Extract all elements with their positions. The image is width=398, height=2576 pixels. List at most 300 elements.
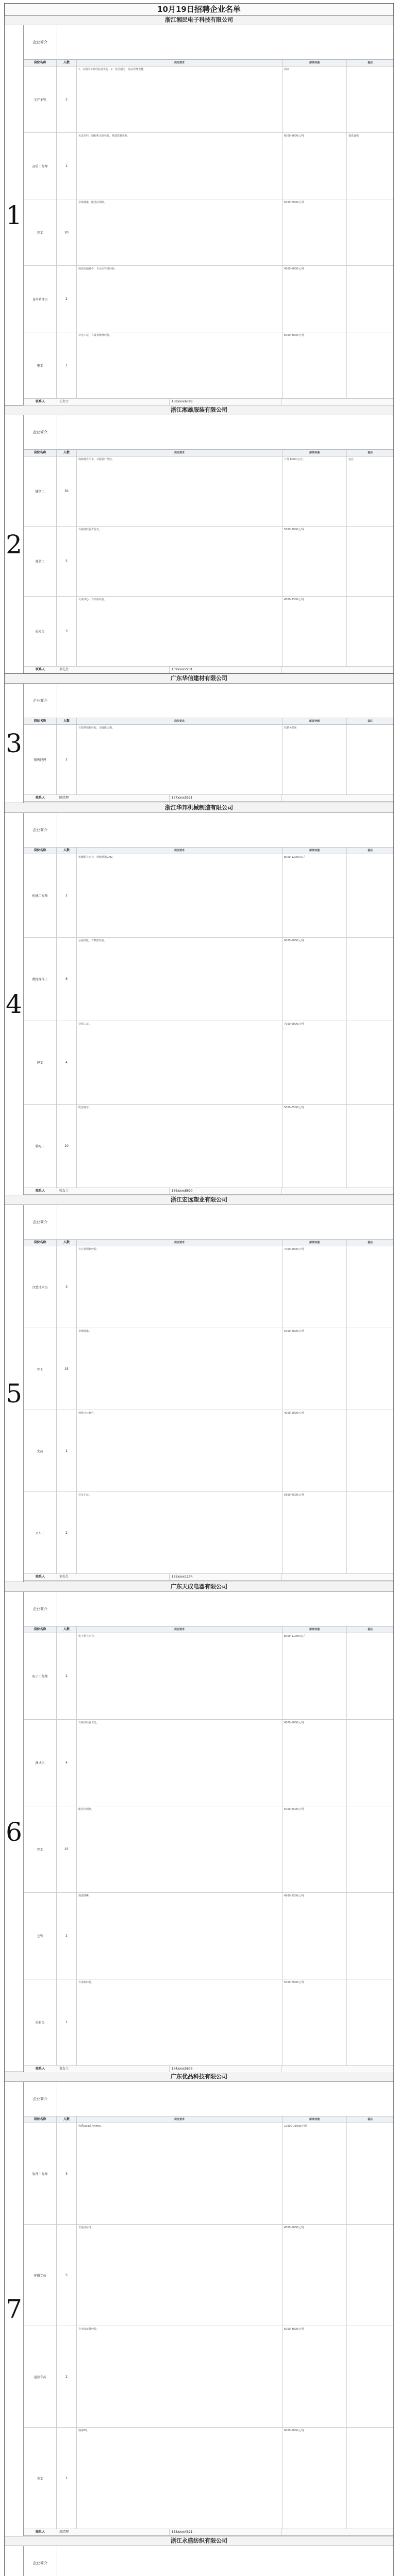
- note: [347, 938, 393, 1021]
- note: [347, 854, 393, 937]
- intro-text: [57, 2546, 393, 2576]
- requirements: 熟悉电脑操作，有仓库管理经验。: [77, 266, 283, 332]
- headcount: 5: [57, 527, 77, 596]
- salary: 6000-8000元/月: [283, 938, 347, 1021]
- job-table: [24, 854, 393, 1188]
- headcount: 1: [57, 133, 77, 199]
- header-position: 岗位名称: [24, 718, 57, 724]
- table-row: [24, 332, 393, 399]
- contact-person: 李先生: [57, 667, 170, 673]
- table-row: [24, 266, 393, 332]
- requirements: 熟悉Java或Python。: [77, 2123, 283, 2224]
- note: [347, 2225, 393, 2326]
- page: [4, 3, 394, 2576]
- header-count: 人数: [57, 2116, 77, 2123]
- header-requirements: 岗位要求: [77, 60, 283, 66]
- company-number: [5, 2546, 24, 2576]
- table-row: [24, 1893, 393, 1979]
- headcount: 2: [57, 1893, 77, 1979]
- intro-text: [57, 1205, 393, 1239]
- note: [347, 1720, 393, 1806]
- header-position: 岗位名称: [24, 1240, 57, 1246]
- table-header: [24, 1240, 393, 1246]
- company-body: [5, 2082, 393, 2536]
- table-header: [24, 450, 393, 456]
- requirements: 会看图纸，有数控经验。: [77, 938, 283, 1021]
- salary: 4500-5500元/月: [283, 597, 347, 666]
- position-name: 焊工: [24, 1021, 57, 1104]
- company-index: 1: [6, 200, 22, 230]
- header-count: 人数: [57, 848, 77, 854]
- contact-email[interactable]: [281, 399, 393, 405]
- salary: 6000-8000元/月: [283, 2326, 347, 2427]
- table-row: [24, 725, 393, 795]
- table-row: [24, 1492, 393, 1574]
- requirements: 电子相关专业。: [77, 1633, 283, 1719]
- table-row: [24, 199, 393, 266]
- position-name: 注塑技术员: [24, 1246, 57, 1328]
- note: [347, 1021, 393, 1104]
- salary: 5000-6500元/月: [283, 1806, 347, 1892]
- headcount: 2: [57, 1492, 77, 1573]
- note: [347, 597, 393, 666]
- company-intro: [24, 1205, 393, 1240]
- headcount: 30: [57, 456, 77, 526]
- header-requirements: 岗位要求: [77, 848, 283, 854]
- company-index: 7: [6, 2294, 22, 2324]
- company-number: [5, 684, 24, 803]
- note: [347, 2428, 393, 2529]
- header-note: 备注: [367, 849, 373, 852]
- header-salary: 薪资待遇: [283, 1626, 347, 1633]
- table-row: [24, 1720, 393, 1806]
- document-title: 10月19日招聘企业名单: [4, 3, 394, 15]
- note: [347, 1893, 393, 1979]
- header-position: 岗位名称: [24, 2116, 57, 2123]
- company-section: [4, 1582, 394, 2072]
- header-count: 人数: [57, 450, 77, 456]
- position-name: 缝纫工: [24, 456, 57, 526]
- header-requirements: 岗位要求: [77, 1240, 283, 1246]
- company-number: [5, 1592, 24, 2072]
- company-body: [5, 1592, 393, 2072]
- contact-email[interactable]: [281, 1188, 393, 1194]
- note: [347, 1633, 393, 1719]
- table-row: [24, 1806, 393, 1893]
- contact-phone: 135xxxx1234: [170, 1574, 282, 1580]
- contact-person: 周经理: [57, 2529, 170, 2535]
- job-table: [24, 1246, 393, 1574]
- table-row: [24, 1410, 393, 1492]
- contact-row: [24, 2529, 393, 2536]
- table-row: [24, 2326, 393, 2428]
- note: [347, 1806, 393, 1892]
- company-index: 6: [6, 1817, 22, 1847]
- header-requirements: 岗位要求: [77, 718, 283, 724]
- position-name: 生产主管: [24, 66, 57, 132]
- table-row: [24, 1246, 393, 1328]
- header-salary: 薪资待遇: [283, 848, 347, 854]
- header-salary: 薪资待遇: [283, 2116, 347, 2123]
- position-name: 美工: [24, 2428, 57, 2529]
- contact-email[interactable]: [281, 2529, 393, 2535]
- requirements: 负责来料、制程和出货检验，熟悉质量体系。: [77, 133, 283, 199]
- contact-phone: 136xxxx8890: [170, 1188, 282, 1194]
- company-number: [5, 415, 24, 673]
- intro-label: 企业简介: [24, 415, 57, 449]
- intro-label: 企业简介: [24, 2082, 57, 2116]
- intro-label: 企业简介: [24, 1205, 57, 1239]
- company-index: 3: [6, 728, 22, 758]
- requirements: 持电工证，有设备维修经验。: [77, 332, 283, 398]
- contact-row: [24, 795, 393, 802]
- headcount: 2: [57, 266, 77, 332]
- headcount: 2: [57, 725, 77, 794]
- intro-label: 企业简介: [24, 25, 57, 59]
- header-position: 岗位名称: [24, 450, 57, 456]
- headcount: 1: [57, 332, 77, 398]
- headcount: 1: [57, 1979, 77, 2065]
- requirements: 身体健康。: [77, 1328, 283, 1410]
- requirements: 1、有相关工作经验者优先；2、吃苦耐劳，服从管理安排。: [77, 66, 283, 132]
- company-section: [4, 15, 394, 405]
- salary: 5000-6000元/月: [283, 1328, 347, 1410]
- headcount: 4: [57, 1720, 77, 1806]
- table-header: [24, 1626, 393, 1633]
- salary: 4500-6000元/月: [283, 266, 347, 332]
- position-name: 电子工程师: [24, 1633, 57, 1719]
- table-header: [24, 718, 393, 725]
- note: [347, 1410, 393, 1492]
- position-name: 软件工程师: [24, 2123, 57, 2224]
- company-list: [4, 15, 394, 2576]
- company-index: 4: [6, 989, 22, 1019]
- company-content: [24, 2082, 393, 2536]
- job-table: [24, 725, 393, 795]
- note: [347, 1105, 393, 1188]
- header-note: 备注: [367, 1628, 373, 1631]
- table-row: [24, 938, 393, 1021]
- company-intro: [24, 2546, 393, 2576]
- company-intro: [24, 2082, 393, 2116]
- intro-text: [57, 415, 393, 449]
- salary: 5500-7000元/月: [283, 527, 347, 596]
- position-name: 仓管: [24, 1893, 57, 1979]
- header-count: 人数: [57, 718, 77, 724]
- requirements: 有注塑调机经验。: [77, 1246, 283, 1328]
- position-name: 文员: [24, 1410, 57, 1492]
- position-name: 客服专员: [24, 2225, 57, 2326]
- contact-person: 王女士: [57, 399, 170, 405]
- note: [347, 332, 393, 398]
- salary: 7000-9000元/月: [283, 1246, 347, 1328]
- company-intro: [24, 1592, 393, 1626]
- contact-label: 联系人: [24, 667, 57, 673]
- contact-person: 刘先生: [57, 1574, 170, 1580]
- contact-label: 联系人: [24, 1188, 57, 1194]
- header-count: 人数: [57, 1626, 77, 1633]
- company-number: [5, 813, 24, 1195]
- position-name: 质检员: [24, 597, 57, 666]
- table-row: [24, 456, 393, 527]
- note: [347, 266, 393, 332]
- contact-email[interactable]: [281, 667, 393, 673]
- position-name: 销售经理: [24, 725, 57, 794]
- note: [347, 2123, 393, 2224]
- company-section: [4, 2536, 394, 2576]
- table-row: [24, 1021, 393, 1105]
- requirements: 持叉车证。: [77, 1492, 283, 1573]
- contact-person: 陈经理: [57, 795, 170, 801]
- intro-text: [57, 684, 393, 718]
- note: 提供食宿: [349, 134, 359, 138]
- salary: 计件 6000元以上: [283, 456, 347, 526]
- note: [347, 1246, 393, 1328]
- company-name: 浙江华邦机械制造有限公司: [5, 803, 393, 813]
- company-section: [4, 803, 394, 1195]
- position-name: 采购员: [24, 1979, 57, 2065]
- table-row: [24, 2123, 393, 2225]
- position-name: 测试员: [24, 1720, 57, 1806]
- table-header: [24, 2116, 393, 2123]
- requirements: 有测试经验优先。: [77, 1720, 283, 1806]
- table-header: [24, 60, 393, 66]
- requirements: 有电商运营经验。: [77, 2326, 283, 2427]
- position-name: 电工: [24, 332, 57, 398]
- position-name: 普工: [24, 1806, 57, 1892]
- job-table: [24, 66, 393, 399]
- position-name: 仓库管理员: [24, 266, 57, 332]
- header-count: 人数: [57, 60, 77, 66]
- salary: 10000-15000元/月: [283, 2123, 347, 2224]
- headcount: 2: [57, 1633, 77, 1719]
- job-table: [24, 2123, 393, 2529]
- intro-text: [57, 25, 393, 59]
- salary: 5000-7000元/月: [283, 1979, 347, 2065]
- company-body: [5, 1205, 393, 1582]
- note: [347, 2326, 393, 2427]
- table-row: [24, 66, 393, 133]
- table-row: [24, 597, 393, 667]
- intro-text: [57, 813, 393, 847]
- salary: 7000-9000元/月: [283, 1021, 347, 1104]
- contact-person: 张女士: [57, 1188, 170, 1194]
- company-number: [5, 2082, 24, 2536]
- company-section: [4, 674, 394, 803]
- position-name: 数控操作工: [24, 938, 57, 1021]
- headcount: 5: [57, 2225, 77, 2326]
- intro-label: 企业简介: [24, 1592, 57, 1626]
- table-row: [24, 1979, 393, 2066]
- contact-phone: 138xxxx6788: [170, 399, 282, 405]
- contact-row: [24, 667, 393, 673]
- header-note: 备注: [367, 451, 373, 454]
- note: [347, 66, 393, 132]
- company-section: [4, 1195, 394, 1582]
- header-note: 备注: [367, 61, 373, 64]
- salary: 4000-5000元/月: [283, 1410, 347, 1492]
- salary: 底薪+提成: [283, 725, 347, 794]
- requirements: 身体健康，能适应倒班。: [77, 199, 283, 265]
- company-name: 广东优品科技有限公司: [5, 2072, 393, 2082]
- company-index: 2: [6, 529, 22, 560]
- contact-email[interactable]: [281, 1574, 393, 1580]
- contact-label: 联系人: [24, 2066, 57, 2072]
- company-content: [24, 415, 393, 673]
- contact-row: [24, 1574, 393, 1581]
- contact-person: 黄女士: [57, 2066, 170, 2072]
- company-body: [5, 2546, 393, 2576]
- company-body: [5, 415, 393, 673]
- header-requirements: 岗位要求: [77, 2116, 283, 2123]
- intro-text: [57, 2082, 393, 2116]
- headcount: 2: [57, 2326, 77, 2427]
- headcount: 3: [57, 597, 77, 666]
- company-content: [24, 25, 393, 405]
- company-intro: [24, 25, 393, 60]
- headcount: 10: [57, 1105, 77, 1188]
- position-name: 叉车工: [24, 1492, 57, 1573]
- salary: 6000-9000元/月: [283, 133, 347, 199]
- company-content: [24, 2546, 393, 2576]
- salary: 5000-6500元/月: [283, 1105, 347, 1188]
- contact-row: [24, 1188, 393, 1195]
- headcount: 1: [57, 1410, 77, 1492]
- table-row: [24, 2428, 393, 2529]
- requirements: 吃苦耐劳。: [77, 1105, 283, 1188]
- requirements: 熟悉ERP。: [77, 1893, 283, 1979]
- salary: 面议: [283, 66, 347, 132]
- header-note: 备注: [367, 1241, 373, 1244]
- headcount: 3: [57, 1246, 77, 1328]
- header-count: 人数: [57, 1240, 77, 1246]
- header-position: 岗位名称: [24, 848, 57, 854]
- salary: 6000-8000元/月: [283, 332, 347, 398]
- salary: 6000-8000元/月: [283, 2428, 347, 2529]
- salary: 5000-7000元/月: [283, 199, 347, 265]
- headcount: 25: [57, 1806, 77, 1892]
- headcount: 6: [57, 938, 77, 1021]
- company-name: 浙江湘雄服装有限公司: [5, 405, 393, 415]
- table-row: [24, 527, 393, 597]
- note: [347, 527, 393, 596]
- company-section: [4, 2072, 394, 2536]
- header-salary: 薪资待遇: [283, 718, 347, 724]
- note: [347, 1979, 393, 2065]
- header-note: 备注: [367, 720, 373, 723]
- intro-label: 企业简介: [24, 684, 57, 718]
- header-salary: 薪资待遇: [283, 450, 347, 456]
- salary: 8000-12000元/月: [283, 854, 347, 937]
- intro-label: 企业简介: [24, 2546, 57, 2576]
- header-requirements: 岗位要求: [77, 450, 283, 456]
- table-row: [24, 2225, 393, 2326]
- company-name: 浙江湘民电子科技有限公司: [5, 15, 393, 25]
- company-name: 浙江宏远塑业有限公司: [5, 1195, 393, 1205]
- requirements: 有建材销售经验，沟通能力强。: [77, 725, 283, 794]
- position-name: 装配工: [24, 1105, 57, 1188]
- company-content: [24, 684, 393, 802]
- company-index: 5: [6, 1378, 22, 1409]
- header-requirements: 岗位要求: [77, 1626, 283, 1633]
- contact-phone: 139xxxx2231: [170, 667, 282, 673]
- headcount: 2: [57, 66, 77, 132]
- note: [347, 199, 393, 265]
- header-position: 岗位名称: [24, 1626, 57, 1633]
- headcount: 15: [57, 1328, 77, 1410]
- job-table: [24, 456, 393, 667]
- requirements: 熟练办公软件。: [77, 1410, 283, 1492]
- note: 包住: [349, 458, 354, 461]
- table-row: [24, 1105, 393, 1188]
- requirements: 有采购经验。: [77, 1979, 283, 2065]
- requirements: 有裁剪经验者优先。: [77, 527, 283, 596]
- position-name: 品质工程师: [24, 133, 57, 199]
- contact-phone: 137xxxx5521: [170, 795, 282, 801]
- position-name: 运营专员: [24, 2326, 57, 2427]
- contact-label: 联系人: [24, 2529, 57, 2535]
- header-note: 备注: [367, 2118, 373, 2121]
- company-content: [24, 1592, 393, 2073]
- headcount: 20: [57, 199, 77, 265]
- company-number: [5, 25, 24, 405]
- note: [347, 1492, 393, 1573]
- note: [347, 1328, 393, 1410]
- contact-label: 联系人: [24, 399, 57, 405]
- header-salary: 薪资待遇: [283, 1240, 347, 1246]
- company-body: [5, 25, 393, 405]
- table-row: [24, 133, 393, 199]
- company-name: 浙江永盛纺织有限公司: [5, 2536, 393, 2546]
- requirements: 熟练操作平车，有服装厂经验。: [77, 456, 283, 526]
- position-name: 普工: [24, 1328, 57, 1410]
- intro-text: [57, 1592, 393, 1626]
- table-row: [24, 1633, 393, 1720]
- company-name: 广东华信建材有限公司: [5, 674, 393, 684]
- table-header: [24, 848, 393, 854]
- requirements: 能适应倒班。: [77, 1806, 283, 1892]
- headcount: 2: [57, 854, 77, 937]
- requirements: 机械相关专业，熟练使用CAD。: [77, 854, 283, 937]
- contact-phone: 134xxxx5678: [170, 2066, 282, 2072]
- table-row: [24, 1328, 393, 1410]
- company-section: [4, 405, 394, 674]
- salary: 5500-6500元/月: [283, 1492, 347, 1573]
- company-intro: [24, 684, 393, 718]
- requirements: 普通话标准。: [77, 2225, 283, 2326]
- company-name: 广东天成电器有限公司: [5, 1582, 393, 1592]
- position-name: 普工: [24, 199, 57, 265]
- company-content: [24, 1205, 393, 1581]
- contact-email[interactable]: [281, 2066, 393, 2072]
- company-content: [24, 813, 393, 1195]
- contact-label: 联系人: [24, 795, 57, 801]
- salary: 4500-5500元/月: [283, 1893, 347, 1979]
- header-position: 岗位名称: [24, 60, 57, 66]
- contact-row: [24, 399, 393, 405]
- company-body: [5, 684, 393, 803]
- position-name: 裁剪工: [24, 527, 57, 596]
- contact-email[interactable]: [281, 795, 393, 801]
- requirements: 认真细心，有质检经验。: [77, 597, 283, 666]
- requirements: 熟练PS。: [77, 2428, 283, 2529]
- company-intro: [24, 415, 393, 450]
- note: [347, 725, 393, 794]
- header-salary: 薪资待遇: [283, 60, 347, 66]
- headcount: 4: [57, 1021, 77, 1104]
- company-intro: [24, 813, 393, 848]
- table-row: [24, 854, 393, 938]
